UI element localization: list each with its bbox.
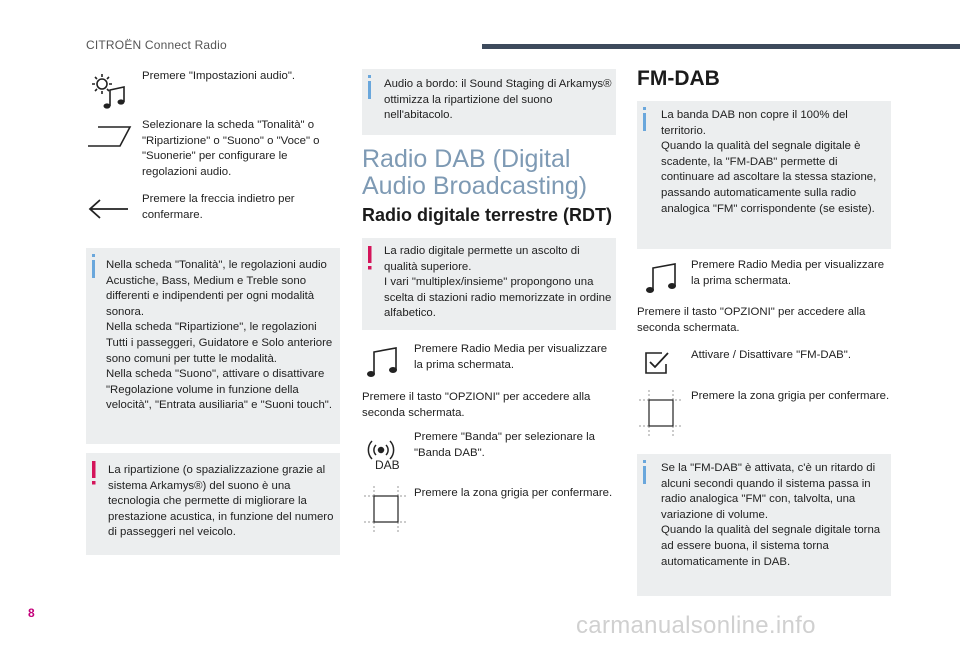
col1-step2: Selezionare la scheda "Tonalità" o "Ripartizione" o "Suono" o "Voce" o "Suonerie" per configurare le regolazioni audio. (142, 119, 320, 178)
checkbox-icon (643, 350, 671, 376)
col2-info-text: Audio a bordo: il Sound Staging di Arkamys® ottimizza la ripartizione del suono nell'abitacolo. (384, 78, 612, 122)
col2-warning-box (362, 238, 616, 330)
heading-fm-dab: FM-DAB (637, 67, 720, 90)
settings-music-icon (88, 70, 130, 110)
col3-step3: Premere la zona grigia per confermare. (691, 390, 890, 402)
subheading-rdt: Radio digitale terrestre (RDT) (362, 205, 613, 225)
svg-text:DAB: DAB (375, 458, 400, 472)
col3-step1: Premere Radio Media per visualizzare la prima schermata. (691, 259, 885, 287)
col2-step2: Premere "Banda" per selezionare la "Banda DAB". (414, 431, 595, 459)
col3-info-text-2: Se la "FM-DAB" è attivata, c'è un ritardo di alcuni secondi quando il sistema passa in radio analogica "FM" con, talvolta, una variazione di volume. Quando la qualità del segnale digitale torna ad essere buona, il sistema torna automaticamente in DAB. (661, 462, 881, 568)
watermark: carmanualsonline.info (576, 612, 816, 639)
info-icon (366, 75, 378, 99)
col1-warning-text: La ripartizione (o spazializzazione grazie al sistema Arkamys®) del suono è una tecnologia che permette di migliorare la prestazione acustica, in funzione del numero di passeggeri nel veicolo. (108, 464, 334, 539)
col1-info-text: Nella scheda "Tonalità", le regolazioni audio Acustiche, Bass, Medium e Treble sono differenti e indipendenti per ogni modalità sonora. Nella scheda "Ripartizione", le regolazioni Tutti i passeggeri, Guidatore e Solo anteriore sono comuni per tutte le modalità. Nella scheda "Suono", attivare o disattivare "Regolazione volume in funzione della velocità", "Entrata ausiliaria" e "Suoni touch". (106, 259, 333, 412)
col2-info-box (362, 69, 616, 135)
info-icon (641, 107, 653, 131)
info-icon (90, 254, 102, 278)
col1-step3: Premere la freccia indietro per confermare. (142, 193, 295, 221)
grey-zone-icon (639, 390, 683, 436)
col2-step1: Premere Radio Media per visualizzare la prima schermata. (414, 343, 608, 371)
col1-info-box (86, 248, 340, 444)
col3-para: Premere il tasto "OPZIONI" per accedere alla seconda schermata. (637, 306, 866, 334)
col3-info-box-1 (637, 101, 891, 249)
dab-radio-icon (364, 436, 410, 472)
col3-info-box-2 (637, 454, 891, 596)
col1-step1: Premere "Impostazioni audio". (142, 70, 296, 82)
warning-icon (366, 246, 376, 270)
col2-step3: Premere la zona grigia per confermare. (414, 487, 613, 499)
section-heading-dab: Radio DAB (Digital Audio Broadcasting) (362, 145, 588, 200)
tab-icon (86, 124, 132, 150)
col3-step2: Attivare / Disattivare "FM-DAB". (691, 349, 851, 361)
col1-warning-box (86, 453, 340, 555)
page-number: 8 (28, 606, 35, 620)
col3-info-text-1: La banda DAB non copre il 100% del territorio. Quando la qualità del segnale digitale è scadente, la "FM-DAB" permette di continuare ad ascoltare la stessa stazione, passando automaticamente sulla radio analogica "FM" corrispondente (se esiste). (661, 109, 877, 215)
grey-zone-icon (364, 486, 408, 532)
col2-para: Premere il tasto "OPZIONI" per accedere alla seconda schermata. (362, 391, 591, 419)
col2-warning-text: La radio digitale permette un ascolto di qualità superiore. I vari "multiplex/insieme" propongono una scelta di stazioni radio memorizzate in ordine alfabetico. (384, 245, 612, 320)
header-bar (482, 44, 960, 49)
radio-media-icon (366, 346, 402, 380)
header-title: CITROËN Connect Radio (86, 38, 227, 52)
warning-icon (90, 461, 100, 485)
back-arrow-icon (86, 198, 130, 220)
info-icon (641, 460, 653, 484)
radio-media-icon (645, 262, 681, 296)
